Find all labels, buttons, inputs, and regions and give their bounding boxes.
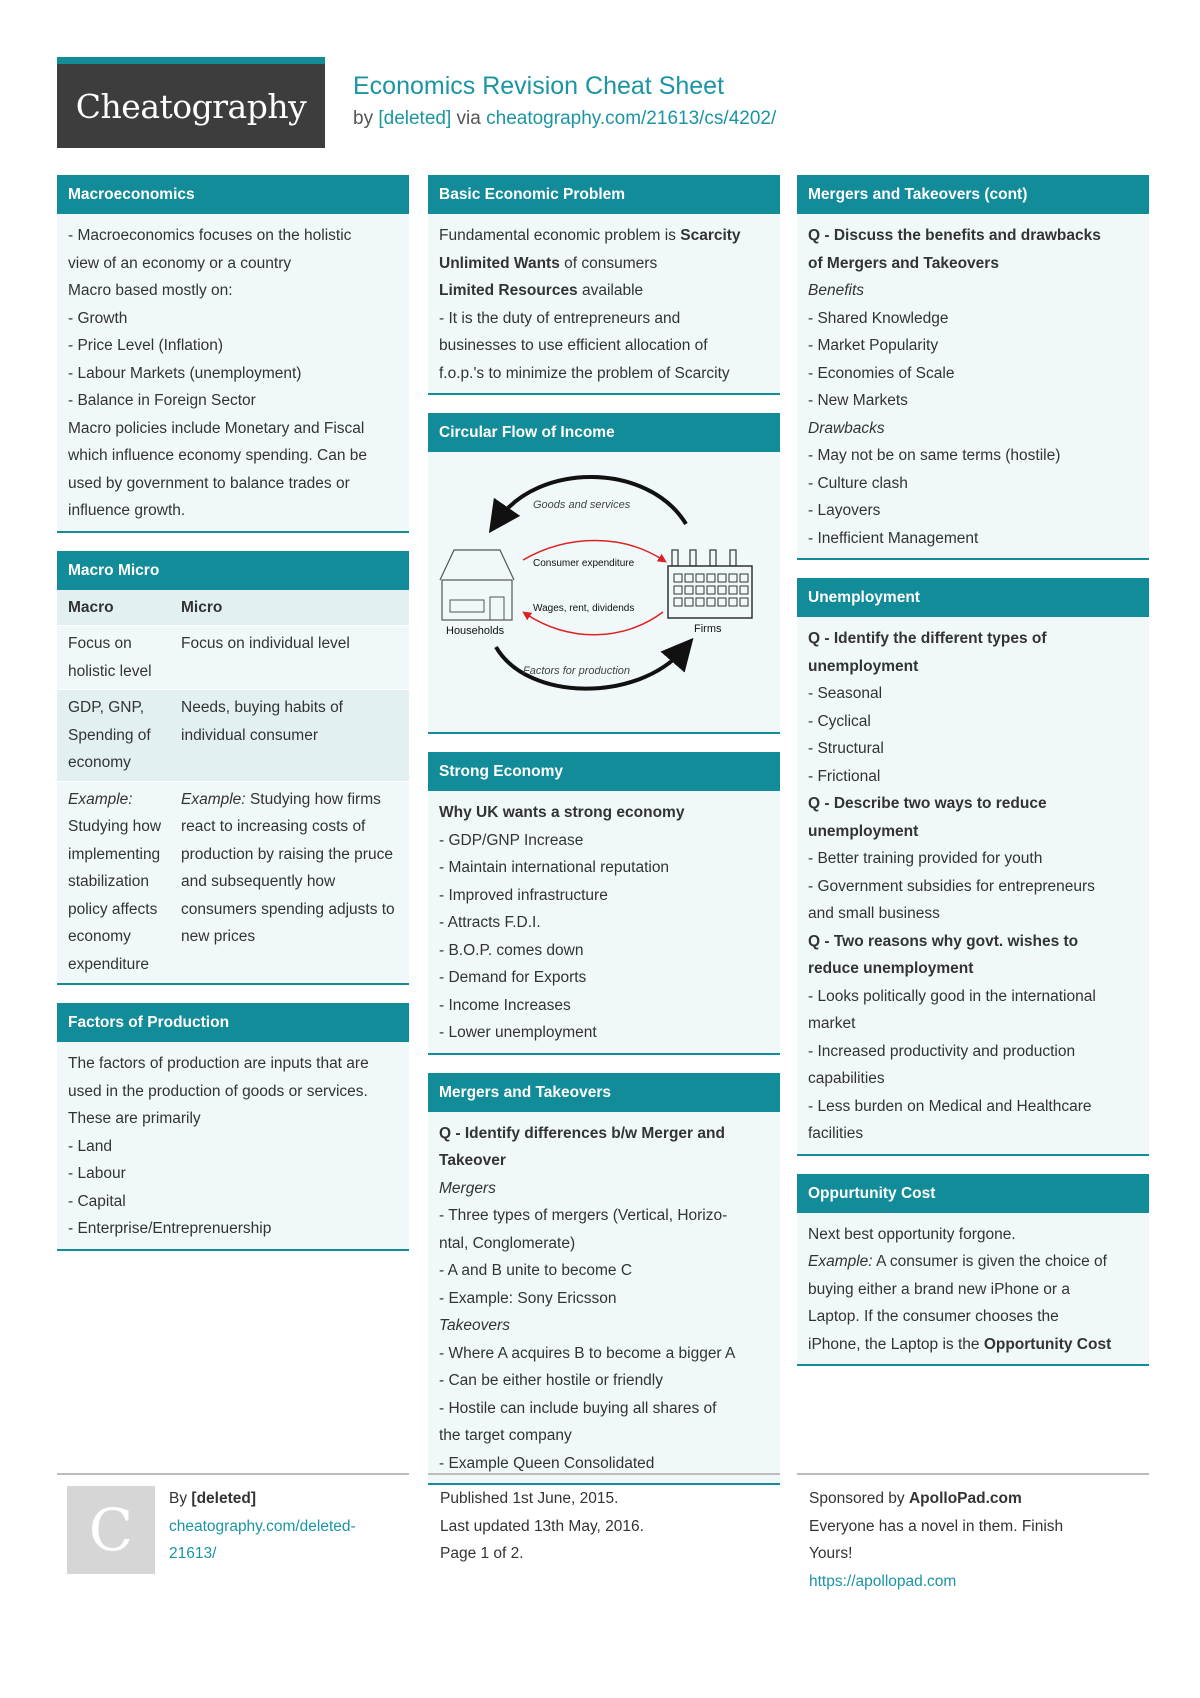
footer-by: By — [169, 1490, 192, 1507]
avatar-letter: C — [88, 1496, 134, 1564]
section-macro-micro — [57, 551, 409, 986]
text-line: - Hostile can include buying all shares of — [439, 1399, 717, 1417]
consumer-label: Consumer expenditure — [533, 558, 635, 569]
text-line: - Lower unemployment — [439, 1024, 597, 1041]
question: Q - Identify the different types of — [808, 630, 1047, 647]
example-label: Example: — [68, 790, 133, 808]
text-line: - Labour Markets (unemployment) — [68, 364, 302, 382]
text-line: - Demand for Exports — [439, 969, 587, 986]
section-body — [57, 214, 409, 531]
section-title: Mergers and Takeovers — [428, 1073, 780, 1112]
text-line: which influence economy spending. Can be — [68, 447, 367, 464]
circular-flow-diagram — [428, 452, 780, 732]
author-link[interactable]: [deleted] — [378, 108, 452, 129]
text-line: market — [808, 1015, 856, 1032]
section-body — [797, 1213, 1149, 1365]
firms-icon — [668, 550, 752, 618]
section-body — [428, 791, 780, 1053]
logo-text: Cheatography — [75, 86, 307, 126]
text-line — [439, 250, 769, 278]
table-row — [57, 782, 409, 984]
table-row — [57, 626, 409, 690]
text-line: Macro policies include Monetary and Fiscal — [68, 419, 365, 437]
section-body — [797, 214, 1149, 558]
text-line: - Income Increases — [439, 996, 571, 1014]
sponsored-by: Sponsored by — [809, 1490, 909, 1507]
section-macroeconomics — [57, 175, 409, 533]
subheading: Benefits — [808, 282, 865, 299]
text-line: - Attracts F.D.I. — [439, 914, 541, 931]
question: reduce unemployment — [808, 960, 974, 977]
text-line — [439, 277, 769, 305]
section-basic-economic-problem — [428, 175, 780, 395]
text-line: - B.O.P. comes down — [439, 941, 584, 959]
section-unemployment — [797, 578, 1149, 1156]
text-line: - Looks politically good in the international — [808, 987, 1096, 1005]
wages-label: Wages, rent, dividends — [533, 603, 635, 614]
subheading: Takeovers — [439, 1317, 510, 1334]
text: A consumer is given the choice of — [872, 1253, 1107, 1270]
text-line: - May not be on same terms (hostile) — [808, 447, 1061, 464]
text-line: - Where A acquires B to become a bigger A — [439, 1344, 736, 1362]
text-line: - Improved infrastructure — [439, 886, 608, 904]
bold-term: Opportunity Cost — [983, 1335, 1112, 1353]
text-line: - Government subsidies for entrepreneurs — [808, 877, 1095, 895]
section-circular-flow — [428, 413, 780, 734]
section-strong-economy — [428, 752, 780, 1055]
text-line: The factors of production are inputs that are — [68, 1055, 369, 1072]
text-line: - Culture clash — [808, 474, 908, 492]
text-line — [439, 222, 769, 250]
text: available — [577, 282, 644, 299]
question: unemployment — [808, 822, 919, 840]
example-text: Studying how firms react to increasing costs of production by raising the pruce and subsequently how consumers spending adjusts to new prices — [181, 790, 395, 945]
section-factors-of-production — [57, 1003, 409, 1251]
sponsor-name[interactable]: ApolloPad.com — [908, 1490, 1022, 1507]
text-line: buying either a brand new iPhone or a — [808, 1280, 1070, 1298]
question: Q - Two reasons why govt. wishes to — [808, 932, 1079, 950]
text-line — [809, 1485, 1063, 1513]
question: Takeover — [439, 1152, 506, 1169]
goods-label: Goods and services — [533, 499, 631, 511]
question: Q - Discuss the benefits and drawbacks — [808, 227, 1101, 244]
factors-label: Factors for production — [523, 665, 630, 677]
text-line: - Layovers — [808, 502, 881, 519]
text-line: - Seasonal — [808, 685, 883, 702]
author-profile-link-cont[interactable]: 21613/ — [169, 1545, 217, 1562]
page-title: Economics Revision Cheat Sheet — [353, 72, 725, 100]
circular-flow-svg — [428, 452, 780, 732]
footer-divider — [57, 1473, 409, 1475]
text-line: f.o.p.'s to minimize the problem of Scarcity — [439, 364, 730, 382]
text-line: Macro based mostly on: — [68, 282, 233, 299]
table-row — [57, 690, 409, 782]
cheatography-logo[interactable] — [57, 57, 325, 148]
column-3 — [797, 175, 1149, 1384]
sheet-url-link[interactable]: cheatography.com/21613/cs/4202/ — [486, 108, 777, 129]
text-line: - Capital — [68, 1192, 126, 1210]
text-line: capabilities — [808, 1070, 885, 1087]
text-line: - Better training provided for youth — [808, 850, 1043, 867]
section-opportunity-cost — [797, 1174, 1149, 1367]
text-line: - Frictional — [808, 767, 881, 785]
section-title: Circular Flow of Income — [428, 413, 780, 452]
text: of consumers — [559, 254, 658, 272]
table-header-macro: Macro — [68, 598, 114, 616]
text-line: - Market Popularity — [808, 337, 939, 354]
text-line: Next best opportunity forgone. — [808, 1225, 1016, 1243]
updated-date: Last updated 13th May, 2016. — [440, 1517, 644, 1535]
text-line: - Economies of Scale — [808, 364, 955, 382]
section-body — [428, 1112, 780, 1484]
table-cell: Focus on holistic level — [68, 635, 152, 680]
text-line: - Maintain international reputation — [439, 859, 670, 876]
text-line: - Land — [68, 1137, 112, 1155]
text-line: - Can be either hostile or friendly — [439, 1372, 664, 1389]
subheading: Drawbacks — [808, 419, 885, 437]
table-cell: GDP, GNP, Spending of economy — [68, 699, 151, 771]
section-title: Unemployment — [797, 578, 1149, 617]
table-cell: Needs, buying habits of individual consumer — [181, 699, 343, 744]
question: Q - Describe two ways to reduce — [808, 795, 1047, 812]
section-body — [57, 1042, 409, 1249]
text-line: - Structural — [808, 740, 884, 757]
question: unemployment — [808, 657, 919, 675]
example-label: Example: — [808, 1253, 873, 1270]
section-title: Macro Micro — [57, 551, 409, 590]
footer-dates — [440, 1485, 644, 1568]
column-2 — [428, 175, 780, 1503]
text-line: - Balance in Foreign Sector — [68, 392, 256, 409]
author-profile-link[interactable]: cheatography.com/deleted- — [169, 1517, 356, 1535]
text-line: - Increased productivity and production — [808, 1042, 1076, 1060]
example-text: Studying how implementing stabilization policy affects economy expenditure — [68, 818, 162, 973]
households-icon — [440, 550, 514, 620]
footer-divider — [797, 1473, 1149, 1475]
text-line: - Labour — [68, 1165, 126, 1182]
text-line: - Example Queen Consolidated — [439, 1454, 655, 1472]
text-line: These are primarily — [68, 1110, 201, 1127]
section-title: Factors of Production — [57, 1003, 409, 1042]
text-line: - Less burden on Medical and Healthcare — [808, 1097, 1092, 1115]
text-line — [808, 1331, 1138, 1359]
text-line: used by government to balance trades or — [68, 474, 350, 492]
text-line: - GDP/GNP Increase — [439, 831, 584, 849]
text-line: - Enterprise/Entreprenuership — [68, 1220, 272, 1237]
question: Q - Identify differences b/w Merger and — [439, 1124, 725, 1142]
question: of Mergers and Takeovers — [808, 254, 999, 272]
bold-term: Scarcity — [680, 227, 741, 244]
text-line: - Growth — [68, 309, 128, 327]
text-line: businesses to use efficient allocation of — [439, 337, 708, 354]
section-title: Strong Economy — [428, 752, 780, 791]
sponsor-link[interactable]: https://apollopad.com — [809, 1572, 957, 1590]
footer-sponsor — [809, 1485, 1063, 1595]
byline — [353, 108, 776, 130]
firms-label: Firms — [694, 623, 722, 635]
text-line: - Inefficient Management — [808, 529, 979, 547]
footer-author — [169, 1485, 356, 1568]
text-line: the target company — [439, 1427, 572, 1444]
text-line: ntal, Conglomerate) — [439, 1234, 576, 1252]
published-date: Published 1st June, 2015. — [440, 1490, 619, 1507]
subheading: Mergers — [439, 1179, 496, 1197]
text-line: - A and B unite to become C — [439, 1262, 633, 1279]
text-line: - New Markets — [808, 392, 908, 409]
table-cell — [57, 782, 181, 983]
bold-term: Unlimited Wants — [439, 254, 560, 272]
column-1 — [57, 175, 409, 1269]
table-header-row — [57, 590, 409, 627]
households-label: Households — [446, 625, 505, 637]
table-cell: Focus on individual level — [181, 635, 350, 652]
section-mergers-and-takeovers — [428, 1073, 780, 1486]
text: Fundamental economic problem is — [439, 227, 681, 244]
text-line: and small business — [808, 905, 940, 922]
table-header-micro: Micro — [181, 598, 223, 616]
text-line: facilities — [808, 1125, 864, 1142]
text-line: - Cyclical — [808, 712, 871, 730]
wages-arrow — [526, 612, 663, 635]
text-line: view of an economy or a country — [68, 254, 292, 272]
text-line — [808, 1248, 1138, 1276]
footer-author-name: [deleted] — [191, 1490, 256, 1507]
section-mergers-cont — [797, 175, 1149, 560]
author-avatar[interactable] — [67, 1486, 155, 1574]
sponsor-text: Everyone has a novel in them. Finish — [809, 1517, 1064, 1535]
text-line: used in the production of goods or services. — [68, 1082, 368, 1100]
text-line: - Macroeconomics focuses on the holistic — [68, 227, 352, 244]
section-body — [428, 214, 780, 393]
byline-via: via — [456, 108, 481, 129]
section-title: Basic Economic Problem — [428, 175, 780, 214]
text-line: - It is the duty of entrepreneurs and — [439, 309, 681, 327]
example-label: Example: — [181, 790, 246, 808]
question: Why UK wants a strong economy — [439, 804, 685, 821]
text-line — [169, 1485, 356, 1513]
page-number: Page 1 of 2. — [440, 1545, 524, 1562]
section-title: Mergers and Takeovers (cont) — [797, 175, 1149, 214]
section-title: Macroeconomics — [57, 175, 409, 214]
text: iPhone, the Laptop is the — [808, 1335, 984, 1353]
byline-by: by — [353, 108, 374, 129]
footer-divider — [428, 1473, 780, 1475]
section-title: Oppurtunity Cost — [797, 1174, 1149, 1213]
sponsor-text: Yours! — [809, 1545, 853, 1562]
text-line: - Three types of mergers (Vertical, Horizo- — [439, 1207, 728, 1224]
table-cell — [181, 782, 409, 983]
text-line: influence growth. — [68, 502, 186, 519]
bold-term: Limited Resources — [439, 282, 578, 299]
text-line: Laptop. If the consumer chooses the — [808, 1308, 1059, 1325]
section-body — [797, 617, 1149, 1154]
text-line: - Example: Sony Ericsson — [439, 1289, 617, 1307]
text-line: - Shared Knowledge — [808, 309, 949, 327]
text-line: - Price Level (Inflation) — [68, 337, 224, 354]
